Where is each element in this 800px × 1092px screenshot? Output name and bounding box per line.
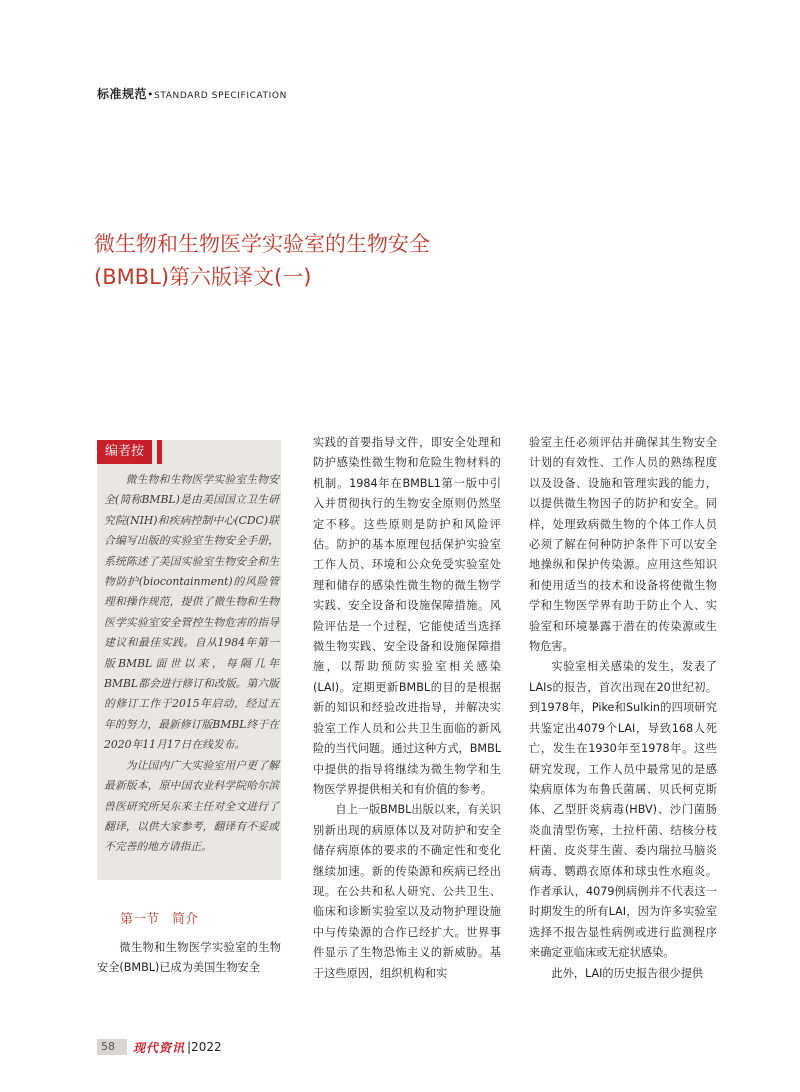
- body-paragraph: 实践的首要指导文件，即安全处理和防护感染性微生物和危险生物材料的机制。1984年在BMBL1第一版中引入并贯彻执行的生物安全原则仍然坚定不移。这些原则是防护和风险评估。防护的基本原理包括保护实验室工作人员、环境和公众免受实验室处理和储存的感染性微生物的微生物学实践、安全设备和设施保障措施。风险评估是一个过程，它能使适当选择微生物实践、安全设备和设施保障措施，以帮助预防实验室相关感染(LAI)。定期更新BMBL的目的是根据新的知识和经验改进指导，并解决实验室工作人员和公共卫生面临的新风险的当代问题。通过这种方式，BMBL中提供的指导将继续为微生物学和生物医学界提供相关和有价值的参考。: [313, 436, 501, 796]
- title-line-2: (BMBL)第六版译文(一): [94, 265, 312, 289]
- journal-logo: 现代资讯: [133, 1040, 186, 1055]
- body-paragraph: 自上一版BMBL出版以来，有关识别新出现的病原体以及对防护和安全储存病原体的要求的不确定性和变化继续加速。新的传染源和疾病已经出现。在公共和私人研究、公共卫生、临床和诊断实验室以及动物护理设施中与传染源的合作已经扩大。世界事件显示了生物恐怖主义的新威胁。基于这些原因，组织机构和实: [313, 803, 501, 980]
- body-column-3: [529, 433, 717, 984]
- body-paragraph: 验室主任必须评估并确保其生物安全计划的有效性、工作人员的熟练程度以及设备、设施和管理实践的能力，以提供微生物因子的防护和安全。同样，处理致病微生物的个体工作人员必须了解在何种防护条件下可以安全地操纵和保护传染源。应用这些知识和使用适当的技术和设备将使微生物学和生物医学界有助于防止个人、实验室和环境暴露于潜在的传染源或生物危害。: [529, 436, 717, 654]
- intro-paragraph: 微生物和生物医学实验室的生物安全(BMBL)已成为美国生物安全: [97, 941, 281, 975]
- editor-note-text: [104, 470, 279, 858]
- body-paragraph: 实验室相关感染的发生，发表了LAIs的报告，首次出现在20世纪初。到1978年，Pike和Sulkin的四项研究共鉴定出4079个LAI，导致168人死亡，发生在1930年至1978年。这些研究发现，工作人员中最常见的是感染病原体为布鲁氏菌属、贝氏柯克斯体、乙型肝炎病毒(HBV)、沙门菌肠炎血清型伤寒，土拉杆菌、结核分枝杆菌、皮炎芽生菌、委内瑞拉马脑炎病毒、鹦鹉衣原体和球虫性水疱炎。作者承认，4079例病例并不代表这一时期发生的所有LAI，因为许多实验室选择不报告显性病例或进行监测程序来确定亚临床或无症状感染。: [529, 660, 717, 960]
- editor-note-paragraph: 微生物和生物医学实验室生物安全(简称BMBL)是由美国国立卫生研究院(NIH)和疾病控制中心(CDC)联合编写出版的实验室生物安全手册，系统陈述了美国实验室生物安全和生物防护(biocontainment)的风险管理和操作规范，提供了微生物和生物医学实验室安全管控生物危害的指导建议和最佳实践。自从1984年第一版BMBL面世以来，每隔几年BMBL都会进行修订和改版。第六版的修订工作于2015年启动，经过五年的努力，最新修订版BMBL终于在2020年11月17日在线发布。: [104, 473, 279, 752]
- section-intro: [97, 938, 281, 979]
- header-section-cn: 标准规范: [97, 87, 148, 101]
- page-number: 58: [97, 1039, 127, 1055]
- section-title: 第一节 简介: [120, 912, 199, 927]
- page-footer: [97, 1039, 222, 1055]
- header-section-en: STANDARD SPECIFICATION: [154, 91, 287, 101]
- running-header: [97, 85, 287, 102]
- editor-note-label: 编者按: [97, 440, 152, 464]
- title-line-1: 微生物和生物医学实验室的生物安全: [94, 232, 430, 256]
- header-separator: •: [147, 88, 155, 101]
- editor-note-label-bar: [157, 440, 162, 464]
- body-column-2: [313, 433, 501, 984]
- footer-year: |2022: [187, 1040, 222, 1054]
- editor-note-paragraph: 为让国内广大实验室用户更了解最新版本，原中国农业科学院哈尔滨兽医研究所吴东来主任对全文进行了翻译，以供大家参考，翻译有不妥或不完善的地方请指正。: [104, 758, 279, 854]
- article-title: [94, 228, 430, 294]
- body-paragraph: 此外，LAI的历史报告很少提供: [551, 966, 704, 980]
